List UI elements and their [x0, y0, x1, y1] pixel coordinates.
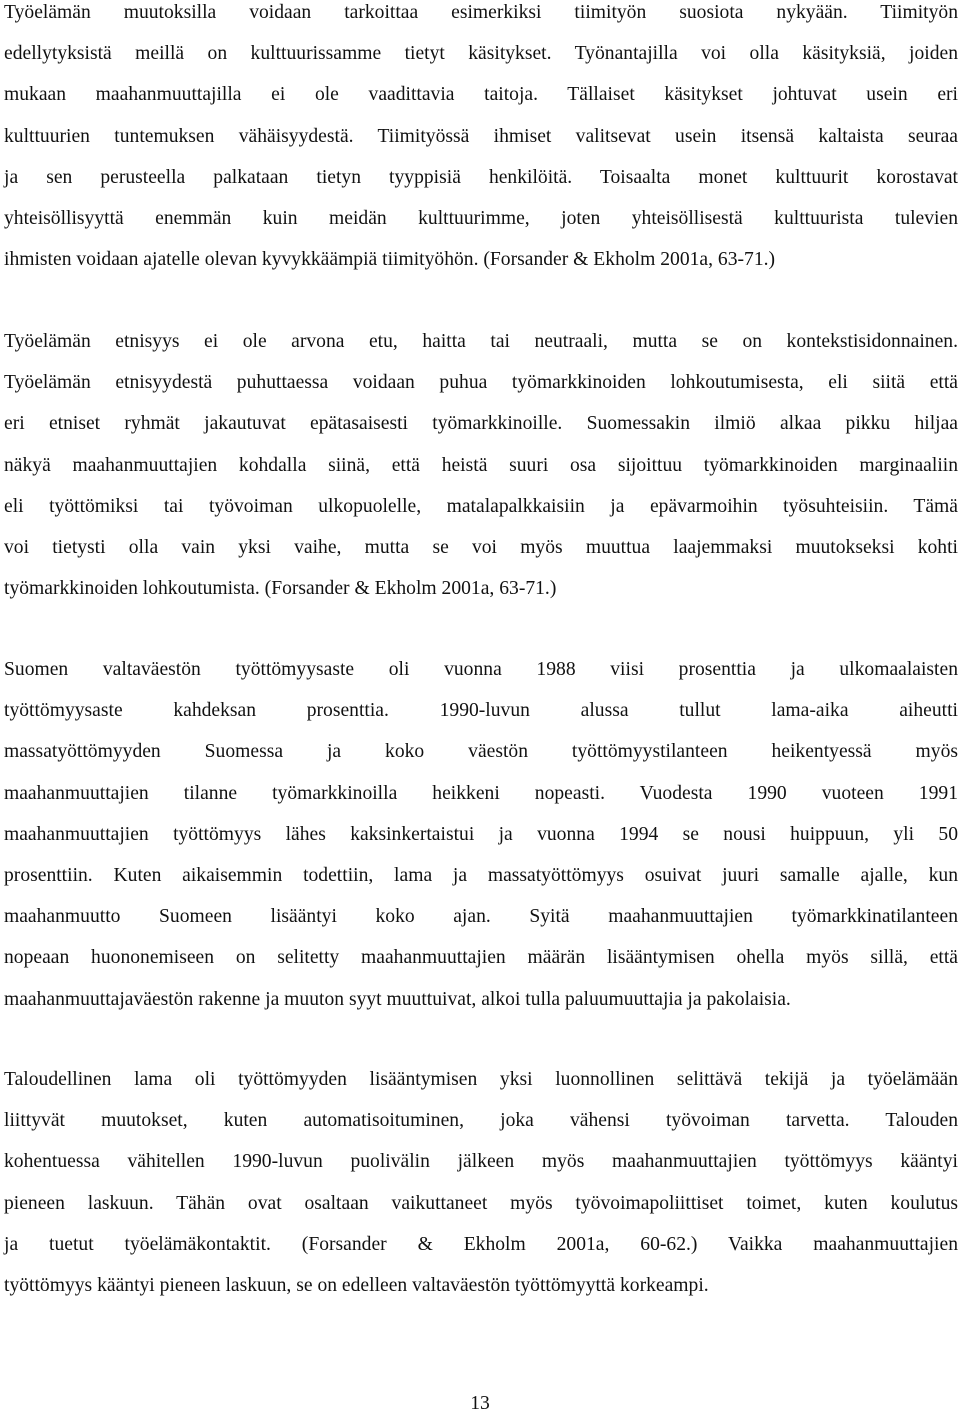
text-line: maahanmuuttajien työttömyys lähes kaksinkertaistui ja vuonna 1994 se nousi huippuun, yli 50 — [4, 823, 958, 845]
text-line: työttömyys kääntyi pieneen laskuun, se on edelleen valtaväestön työttömyyttä korkeampi. — [4, 1275, 709, 1297]
text-line: kulttuurien tuntemuksen vähäisyydestä. Tiimityössä ihmiset valitsevat usein itsensä kaltaista seuraa — [4, 125, 958, 147]
paragraph-3 — [4, 649, 958, 1020]
text-line: Työelämän muutoksilla voidaan tarkoittaa esimerkiksi tiimityön suosiota nykyään. Tiimityön — [4, 2, 958, 23]
text-line: edellytyksistä meillä on kulttuurissamme tietyt käsitykset. Työnantajilla voi olla käsityksiä, joiden — [4, 43, 958, 65]
text-line: kohentuessa vähitellen 1990-luvun puolivälin jälkeen myös maahanmuuttajien työttömyys kääntyi — [4, 1151, 958, 1173]
text-line: nopeaan huononemiseen on selitetty maahanmuuttajien määrän lisääntymisen ohella myös sillä, että — [4, 947, 958, 969]
page-number: 13 — [470, 1393, 490, 1414]
text-line: ja tuetut työelämäkontaktit. (Forsander & Ekholm 2001a, 60-62.) Vaikka maahanmuuttajien — [4, 1233, 958, 1255]
text-line: voi tietysti olla vain yksi vaihe, mutta se voi myös muuttua laajemmaksi muutokseksi kohti — [4, 537, 958, 559]
text-line: Työelämän etnisyys ei ole arvona etu, haitta tai neutraali, mutta se on kontekstisidonnainen. — [4, 331, 958, 352]
text-line: eri etniset ryhmät jakautuvat epätasaisesti työmarkkinoille. Suomessakin ilmiö alkaa pikku hiljaa — [4, 413, 958, 435]
text-line: yhteisöllisyyttä enemmän kuin meidän kulttuurimme, joten yhteisöllisestä kulttuurista tulevien — [4, 208, 958, 230]
text-line: prosenttiin. Kuten aikaisemmin todettiin, lama ja massatyöttömyys osuivat juuri samalle ajalle, kun — [4, 865, 958, 887]
text-line: liittyvät muutokset, kuten automatisoituminen, joka vähensi työvoiman tarvetta. Talouden — [4, 1110, 958, 1132]
text-line: Taloudellinen lama oli työttömyyden lisääntymisen yksi luonnollinen selittävä tekijä ja työelämään — [4, 1069, 958, 1090]
text-line: pieneen laskuun. Tähän ovat osaltaan vaikuttaneet myös työvoimapoliittiset toimet, kuten koulutus — [4, 1192, 958, 1214]
text-line: mukaan maahanmuuttajilla ei ole vaadittavia taitoja. Tällaiset käsitykset johtuvat usein eri — [4, 84, 958, 106]
paragraph-1 — [4, 0, 958, 280]
text-line: ja sen perusteella palkataan tietyn tyyppisiä henkilöitä. Toisaalta monet kulttuurit korostavat — [4, 166, 958, 188]
paragraph-4 — [4, 1059, 958, 1306]
text-line: maahanmuuttajien tilanne työmarkkinoilla heikkeni nopeasti. Vuodesta 1990 vuoteen 1991 — [4, 782, 958, 804]
paragraph-2 — [4, 321, 958, 609]
text-line: työmarkkinoiden lohkoutumista. (Forsander & Ekholm 2001a, 63-71.) — [4, 578, 557, 600]
text-line: massatyöttömyyden Suomessa ja koko väestön työttömyystilanteen heikentyessä myös — [4, 741, 958, 763]
text-line: maahanmuuttajaväestön rakenne ja muuton syyt muuttuivat, alkoi tulla paluumuuttajia ja pakolaisia. — [4, 988, 791, 1010]
text-line: maahanmuutto Suomeen lisääntyi koko ajan. Syitä maahanmuuttajien työmarkkinatilanteen — [4, 906, 958, 928]
text-line: työttömyysaste kahdeksan prosenttia. 1990-luvun alussa tullut lama-aika aiheutti — [4, 700, 958, 722]
text-line: ihmisten voidaan ajatelle olevan kyvykkäämpiä tiimityöhön. (Forsander & Ekholm 2001a, 63-71.) — [4, 249, 776, 271]
text-line: Työelämän etnisyydestä puhuttaessa voidaan puhua työmarkkinoiden lohkoutumisesta, eli siitä että — [4, 372, 958, 394]
text-line: Suomen valtaväestön työttömyysaste oli vuonna 1988 viisi prosenttia ja ulkomaalaisten — [4, 659, 958, 680]
text-line: eli työttömiksi tai työvoiman ulkopuolelle, matalapalkkaisiin ja epävarmoihin työsuhteisiin. Tämä — [4, 495, 958, 517]
text-line: näkyä maahanmuuttajien kohdalla siinä, että heistä suuri osa sijoittuu työmarkkinoiden marginaaliin — [4, 454, 958, 476]
